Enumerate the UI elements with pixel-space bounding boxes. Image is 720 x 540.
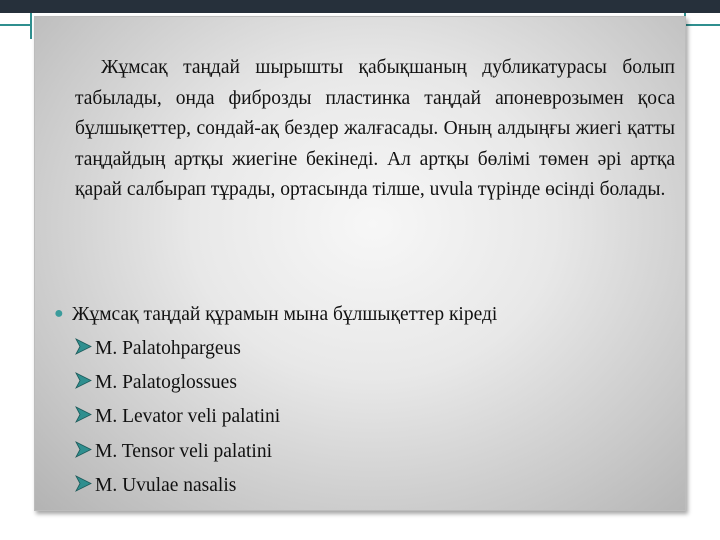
intro-paragraph: Жұмсақ таңдай шырышты қабықшаның дубликатурасы болып табылады, онда фиброзды пластинка таңдай апоневрозымен қоса бұлшықеттер, сондай-ақ бездер жалғасады. Оның алдыңғы жиегі қатты таңдайдың артқы жиегіне бекінеді. Ал артқы бөлімі төмен әрі артқа қарай салбырап тұрады, ортасында тілше, uvula түрінде өсінді болады. xyxy=(75,57,675,201)
list-item xyxy=(75,338,280,372)
slide-content-box xyxy=(34,16,686,511)
list-item-text: M. Palatoglossues xyxy=(95,372,237,394)
list-item xyxy=(75,475,280,509)
list-item-text: M. Palatohpargeus xyxy=(95,338,241,359)
accent-bar-left xyxy=(30,13,32,39)
bullet-text: Жұмсақ таңдай құрамын мына бұлшықеттер кіреді xyxy=(72,304,498,325)
bullet-item xyxy=(54,304,674,326)
list-item-text: M. Uvulae nasalis xyxy=(95,474,237,496)
accent-line-left xyxy=(0,24,30,26)
muscle-list xyxy=(75,338,280,509)
list-item xyxy=(75,441,280,475)
arrow-bullet-icon xyxy=(75,406,92,423)
accent-line-right xyxy=(686,24,720,26)
list-item-text: M. Tensor veli palatini xyxy=(95,440,272,462)
list-item xyxy=(75,406,280,440)
arrow-bullet-icon xyxy=(75,372,92,389)
arrow-bullet-icon xyxy=(75,338,92,355)
list-item-text: M. Levator veli palatini xyxy=(95,406,281,428)
arrow-bullet-icon xyxy=(75,475,92,492)
arrow-bullet-icon xyxy=(75,441,92,458)
round-bullet-icon: ● xyxy=(54,305,64,322)
list-item xyxy=(75,372,280,406)
top-bar xyxy=(0,0,720,13)
